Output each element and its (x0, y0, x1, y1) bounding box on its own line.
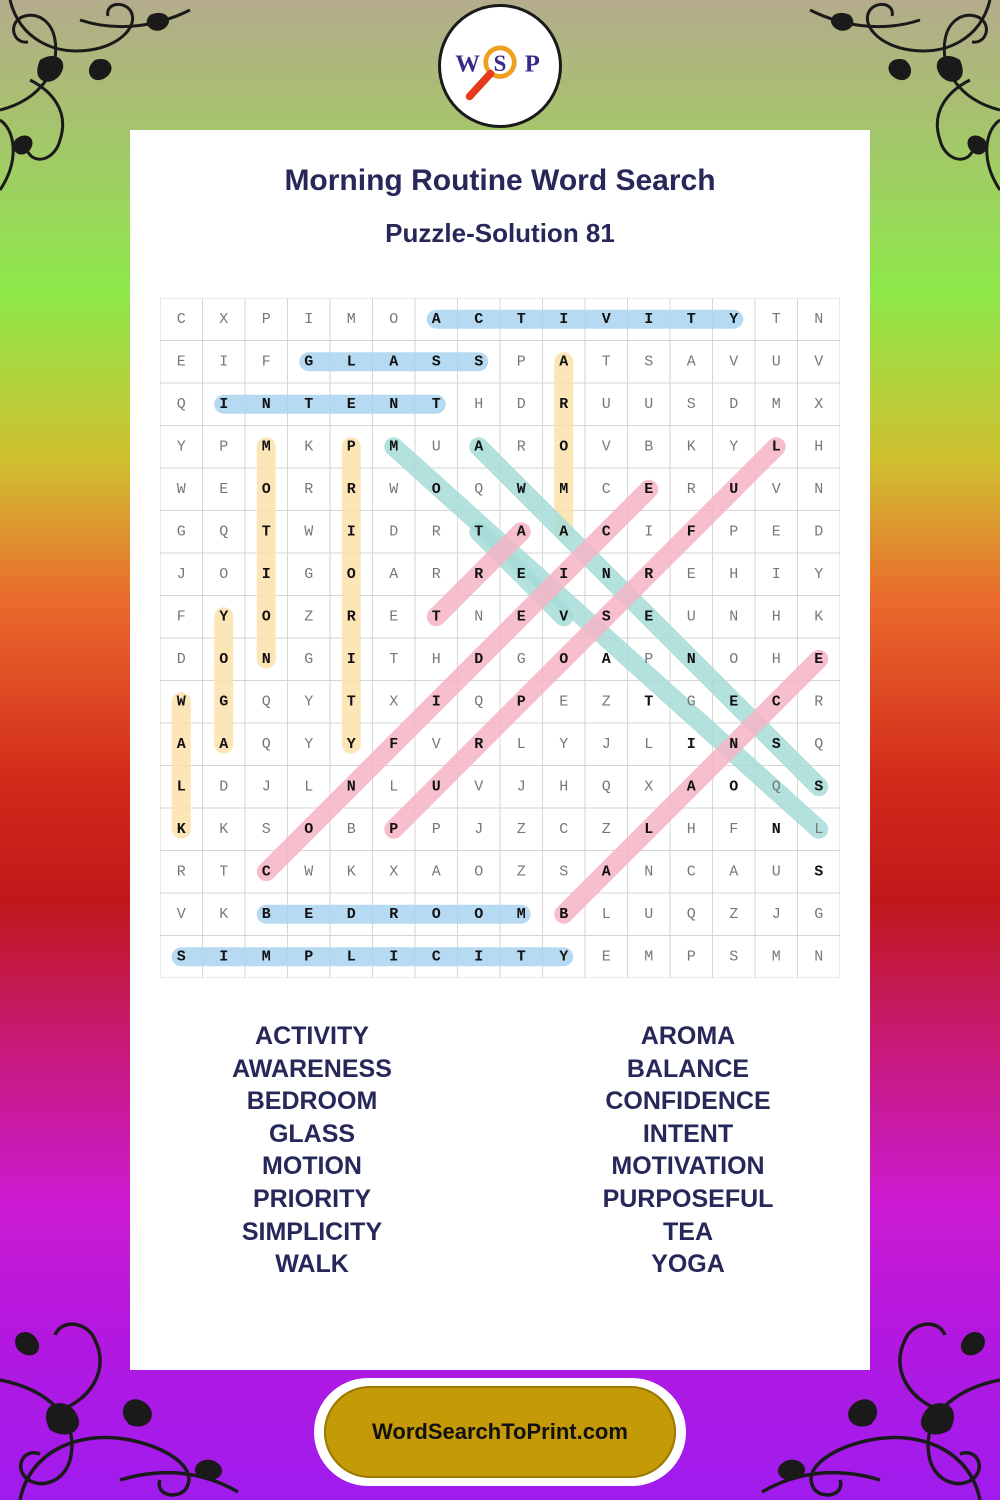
grid-cell-letter[interactable]: Q (601, 778, 611, 796)
grid-cell-letter[interactable]: S (729, 948, 739, 966)
grid-cell-letter[interactable]: Q (474, 480, 484, 498)
grid-cell-letter[interactable]: S (814, 778, 824, 796)
grid-cell-letter[interactable]: U (771, 353, 781, 371)
grid-cell-letter[interactable]: J (771, 905, 781, 923)
grid-cell-letter[interactable]: M (346, 310, 356, 328)
grid-cell-letter[interactable]: P (431, 820, 441, 838)
grid-cell-letter[interactable]: O (729, 778, 739, 796)
grid-cell-letter[interactable]: D (346, 905, 356, 923)
grid-cell-letter[interactable]: A (686, 353, 696, 371)
grid-cell-letter[interactable]: Y (729, 438, 739, 456)
grid-cell-letter[interactable]: I (474, 948, 484, 966)
grid-cell-letter[interactable]: N (261, 650, 271, 668)
grid-cell-letter[interactable]: P (346, 438, 356, 456)
grid-cell-letter[interactable]: R (304, 480, 314, 498)
word-list-item: WALK (275, 1250, 349, 1279)
grid-cell-letter[interactable]: N (389, 395, 399, 413)
grid-cell-letter[interactable]: U (431, 778, 441, 796)
grid-cell-letter[interactable]: L (346, 353, 356, 371)
puzzle-card (130, 130, 870, 1370)
grid-cell-letter[interactable]: I (304, 310, 314, 328)
grid-cell-letter[interactable]: L (601, 905, 611, 923)
grid-cell-letter[interactable]: D (729, 395, 739, 413)
grid-cell-letter[interactable]: R (644, 565, 654, 583)
grid-cell-letter[interactable]: L (346, 948, 356, 966)
grid-cell-letter[interactable]: A (601, 863, 611, 881)
grid-cell-letter[interactable]: I (644, 523, 654, 541)
grid-cell-letter[interactable]: B (644, 438, 654, 456)
grid-cell-letter[interactable]: T (644, 693, 654, 711)
grid-cell-letter[interactable]: O (474, 863, 484, 881)
grid-cell-letter[interactable]: V (559, 608, 569, 626)
grid-cell-letter[interactable]: E (814, 650, 824, 668)
grid-cell-letter[interactable]: N (474, 608, 484, 626)
word-list-right (538, 1020, 838, 1281)
grid-cell-letter[interactable]: K (686, 438, 696, 456)
grid-cell-letter[interactable]: N (601, 565, 611, 583)
grid-cell-letter[interactable]: R (516, 438, 526, 456)
wsp-logo[interactable] (438, 4, 562, 128)
grid-cell-letter[interactable]: X (219, 310, 229, 328)
grid-cell-letter[interactable]: I (559, 310, 569, 328)
grid-cell-letter[interactable]: K (219, 905, 229, 923)
grid-cell-letter[interactable]: Y (219, 608, 229, 626)
grid-cell-letter[interactable]: L (814, 820, 824, 838)
grid-cell-letter[interactable]: A (729, 863, 739, 881)
grid-cell-letter[interactable]: B (559, 905, 569, 923)
grid-cell-letter[interactable]: C (559, 820, 569, 838)
grid-cell-letter[interactable]: V (814, 353, 824, 371)
grid-cell-letter[interactable]: E (176, 353, 186, 371)
word-list-item: INTENT (642, 1119, 734, 1148)
grid-cell-letter[interactable]: X (389, 693, 399, 711)
grid-cell-letter[interactable]: R (176, 863, 186, 881)
grid-cell-letter[interactable]: Y (304, 693, 314, 711)
grid-cell-letter[interactable]: Q (261, 735, 271, 753)
grid-cell-letter[interactable]: R (474, 565, 484, 583)
grid-cell-letter[interactable]: R (474, 735, 484, 753)
grid-cell-letter[interactable]: O (474, 905, 484, 923)
grid-cell-letter[interactable]: J (601, 735, 611, 753)
grid-cell-letter[interactable]: Y (814, 565, 824, 583)
grid-cell-letter[interactable]: D (389, 523, 399, 541)
grid-cell-letter[interactable]: N (814, 310, 824, 328)
grid-cell-letter[interactable]: V (176, 905, 186, 923)
grid-cell-letter[interactable]: T (686, 310, 696, 328)
grid-cell-letter[interactable]: E (601, 948, 611, 966)
grid-cell-letter[interactable]: M (389, 438, 399, 456)
grid-cell-letter[interactable]: I (644, 310, 654, 328)
grid-cell-letter[interactable]: E (686, 565, 696, 583)
grid-cell-letter[interactable]: Q (814, 735, 824, 753)
grid-cell-letter[interactable]: S (601, 608, 611, 626)
grid-cell-letter[interactable]: I (771, 565, 781, 583)
grid-cell-letter[interactable]: T (261, 523, 271, 541)
grid-cell-letter[interactable]: P (644, 650, 654, 668)
grid-cell-letter[interactable]: V (601, 310, 611, 328)
grid-cell-letter[interactable]: F (686, 523, 696, 541)
grid-cell-letter[interactable]: O (559, 650, 569, 668)
grid-cell-letter[interactable]: A (431, 863, 441, 881)
grid-cell-letter[interactable]: N (814, 948, 824, 966)
grid-cell-letter[interactable]: S (814, 863, 824, 881)
grid-cell-letter[interactable]: P (516, 353, 526, 371)
grid-cell-letter[interactable]: G (219, 693, 229, 711)
grid-cell-letter[interactable]: S (686, 395, 696, 413)
grid-cell-letter[interactable]: H (686, 820, 696, 838)
grid-cell-letter[interactable]: U (431, 438, 441, 456)
word-list-item: CONFIDENCE (605, 1087, 771, 1116)
word-list-item: MOTIVATION (611, 1152, 765, 1181)
grid-cell-letter[interactable]: I (346, 523, 356, 541)
grid-cell-letter[interactable]: D (474, 650, 484, 668)
grid-cell-letter[interactable]: Q (686, 905, 696, 923)
grid-cell-letter[interactable]: T (431, 395, 441, 413)
grid-cell-letter[interactable]: D (219, 778, 229, 796)
grid-cell-letter[interactable]: R (346, 608, 356, 626)
grid-cell-letter[interactable]: J (474, 820, 484, 838)
grid-cell-letter[interactable]: R (559, 395, 569, 413)
grid-cell-letter[interactable]: H (729, 565, 739, 583)
grid-cell-letter[interactable]: C (601, 480, 611, 498)
grid-cell-letter[interactable]: V (601, 438, 611, 456)
grid-cell-letter[interactable]: I (219, 353, 229, 371)
grid-cell-letter[interactable]: K (346, 863, 356, 881)
word-list-item: TEA (663, 1217, 713, 1246)
grid-cell-letter[interactable]: L (176, 778, 186, 796)
grid-cell-letter[interactable]: I (219, 395, 229, 413)
grid-cell-letter[interactable]: C (771, 693, 781, 711)
grid-cell-letter[interactable]: E (219, 480, 229, 498)
grid-cell-letter[interactable]: Y (304, 735, 314, 753)
grid-cell-letter[interactable]: K (814, 608, 824, 626)
grid-cell-letter[interactable]: Y (559, 735, 569, 753)
logo-letter-p: P (524, 50, 540, 78)
grid-cell-letter[interactable]: P (261, 310, 271, 328)
grid-cell-letter[interactable]: W (176, 693, 186, 711)
grid-cell-letter[interactable]: O (219, 565, 229, 583)
grid-cell-letter[interactable]: K (219, 820, 229, 838)
grid-cell-letter[interactable]: E (346, 395, 356, 413)
grid-cell-letter[interactable]: O (261, 480, 271, 498)
grid-cell-letter[interactable]: V (771, 480, 781, 498)
grid-cell-letter[interactable]: T (601, 353, 611, 371)
grid-cell-letter[interactable]: U (729, 480, 739, 498)
grid-cell-letter[interactable]: G (304, 353, 314, 371)
grid-cell-letter[interactable]: I (431, 693, 441, 711)
grid-cell-letter[interactable]: W (389, 480, 399, 498)
grid-cell-letter[interactable]: E (644, 608, 654, 626)
grid-cell-letter[interactable]: Q (474, 693, 484, 711)
grid-cell-letter[interactable]: Z (304, 608, 314, 626)
grid-cell-letter[interactable]: E (644, 480, 654, 498)
grid-cell-letter[interactable]: W (176, 480, 186, 498)
grid-cell-letter[interactable]: M (771, 395, 781, 413)
grid-cell-letter[interactable]: L (771, 438, 781, 456)
grid-cell-letter[interactable]: E (389, 608, 399, 626)
word-search-grid[interactable] (160, 298, 840, 978)
grid-cell-letter[interactable]: F (389, 735, 399, 753)
grid-cell-letter[interactable]: L (389, 778, 399, 796)
grid-cell-letter[interactable]: P (219, 438, 229, 456)
grid-cell-letter[interactable]: G (686, 693, 696, 711)
grid-cell-letter[interactable]: L (644, 820, 654, 838)
grid-cell-letter[interactable]: U (601, 395, 611, 413)
word-list-item: AROMA (640, 1022, 736, 1050)
grid-cell-letter[interactable]: L (304, 778, 314, 796)
grid-cell-letter[interactable]: R (814, 693, 824, 711)
grid-cell-letter[interactable]: D (176, 650, 186, 668)
grid-cell-letter[interactable]: M (261, 438, 271, 456)
grid-cell-letter[interactable]: F (261, 353, 271, 371)
grid-cell-letter[interactable]: G (304, 565, 314, 583)
grid-cell-letter[interactable]: E (771, 523, 781, 541)
grid-cell-letter[interactable]: F (176, 608, 186, 626)
grid-cell-letter[interactable]: Y (559, 948, 569, 966)
grid-cell-letter[interactable]: C (686, 863, 696, 881)
grid-cell-letter[interactable]: M (516, 905, 526, 923)
grid-cell-letter[interactable]: H (771, 608, 781, 626)
grid-cell-letter[interactable]: R (346, 480, 356, 498)
grid-cell-letter[interactable]: O (219, 650, 229, 668)
grid-cell-letter[interactable]: H (559, 778, 569, 796)
word-list-item: SIMPLICITY (241, 1217, 383, 1246)
grid-cell-letter[interactable]: E (729, 693, 739, 711)
grid-cell-letter[interactable]: C (431, 948, 441, 966)
grid-cell-letter[interactable]: E (559, 693, 569, 711)
grid-cell-letter[interactable]: Q (219, 523, 229, 541)
grid-cell-letter[interactable]: S (431, 353, 441, 371)
grid-cell-letter[interactable]: V (729, 353, 739, 371)
grid-cell-letter[interactable]: F (729, 820, 739, 838)
grid-cell-letter[interactable]: O (346, 565, 356, 583)
grid-cell-letter[interactable]: A (389, 565, 399, 583)
grid-cell-letter[interactable]: N (814, 480, 824, 498)
grid-cell-letter[interactable]: T (304, 395, 314, 413)
grid-cell-letter[interactable]: G (814, 905, 824, 923)
grid-cell-letter[interactable]: X (644, 778, 654, 796)
grid-cell-letter[interactable]: D (814, 523, 824, 541)
grid-cell-letter[interactable]: T (346, 693, 356, 711)
grid-cell-letter[interactable]: Q (261, 693, 271, 711)
word-list-left (162, 1020, 462, 1281)
grid-cell-letter[interactable]: A (474, 438, 484, 456)
grid-cell-letter[interactable]: U (771, 863, 781, 881)
grid-cell-letter[interactable]: W (304, 863, 314, 881)
grid-cell-letter[interactable]: I (389, 948, 399, 966)
grid-cell-letter[interactable]: A (176, 735, 186, 753)
grid-cell-letter[interactable]: R (389, 905, 399, 923)
grid-cell-letter[interactable]: C (474, 310, 484, 328)
grid-cell-letter[interactable]: S (644, 353, 654, 371)
grid-cell-letter[interactable]: R (686, 480, 696, 498)
grid-cell-letter[interactable]: T (771, 310, 781, 328)
grid-cell-letter[interactable]: T (219, 863, 229, 881)
grid-cell-letter[interactable]: G (516, 650, 526, 668)
grid-cell-letter[interactable]: N (346, 778, 356, 796)
grid-cell-letter[interactable]: A (219, 735, 229, 753)
logo-letter-w: W (455, 50, 481, 78)
grid-cell-letter[interactable]: I (261, 565, 271, 583)
grid-cell-letter[interactable]: H (814, 438, 824, 456)
grid-cell-letter[interactable]: O (261, 608, 271, 626)
grid-cell-letter[interactable]: N (644, 863, 654, 881)
grid-cell-letter[interactable]: H (474, 395, 484, 413)
word-list-item: GLASS (268, 1119, 356, 1148)
grid-cell-letter[interactable]: S (559, 863, 569, 881)
grid-cell-letter[interactable]: G (304, 650, 314, 668)
grid-cell-letter[interactable]: X (389, 863, 399, 881)
word-list-item: PRIORITY (252, 1184, 372, 1213)
grid-cell-letter[interactable]: O (389, 310, 399, 328)
grid-cell-letter[interactable]: A (601, 650, 611, 668)
grid-cell-letter[interactable]: Y (176, 438, 186, 456)
page-subtitle: Puzzle-Solution 81 (385, 218, 615, 248)
grid-cell-letter[interactable]: Y (346, 735, 356, 753)
grid-cell-letter[interactable]: V (431, 735, 441, 753)
grid-cell-letter[interactable]: E (516, 608, 526, 626)
grid-cell-letter[interactable]: R (431, 565, 441, 583)
grid-cell-letter[interactable]: O (559, 438, 569, 456)
grid-cell-letter[interactable]: M (644, 948, 654, 966)
grid-cell-letter[interactable]: S (261, 820, 271, 838)
grid-cell-letter[interactable]: E (304, 905, 314, 923)
word-list-item: YOGA (651, 1250, 725, 1279)
grid-cell-letter[interactable]: A (431, 310, 441, 328)
grid-cell-letter[interactable]: I (559, 565, 569, 583)
grid-cell-letter[interactable]: Z (729, 905, 739, 923)
grid-cell-letter[interactable]: J (176, 565, 186, 583)
word-list-item: BALANCE (626, 1054, 750, 1083)
word-list-item: MOTION (262, 1152, 362, 1181)
grid-cell-letter[interactable]: M (261, 948, 271, 966)
grid-cell-letter[interactable]: J (516, 778, 526, 796)
grid-cell-letter[interactable]: U (644, 395, 654, 413)
grid-cell-letter[interactable]: H (771, 650, 781, 668)
grid-cell-letter[interactable]: C (601, 523, 611, 541)
grid-cell-letter[interactable]: X (814, 395, 824, 413)
grid-cell-letter[interactable]: S (474, 353, 484, 371)
grid-cell-letter[interactable]: U (686, 608, 696, 626)
grid-cell-letter[interactable]: Q (771, 778, 781, 796)
grid-cell-letter[interactable]: U (644, 905, 654, 923)
grid-cell-letter[interactable]: W (304, 523, 314, 541)
grid-cell-letter[interactable]: S (771, 735, 781, 753)
grid-cell-letter[interactable]: T (516, 310, 526, 328)
grid-cell-letter[interactable]: O (431, 905, 441, 923)
word-list-item: ACTIVITY (255, 1022, 369, 1050)
grid-cell-letter[interactable]: N (729, 735, 739, 753)
grid-cell-letter[interactable]: I (686, 735, 696, 753)
grid-cell-letter[interactable]: L (516, 735, 526, 753)
grid-cell-letter[interactable]: O (729, 650, 739, 668)
grid-cell-letter[interactable]: N (771, 820, 781, 838)
grid-cell-letter[interactable]: B (261, 905, 271, 923)
grid-cell-letter[interactable]: T (474, 523, 484, 541)
grid-cell-letter[interactable]: W (516, 480, 526, 498)
grid-cell-letter[interactable]: Z (516, 863, 526, 881)
word-list-item: BEDROOM (246, 1087, 378, 1116)
grid-cell-letter[interactable]: D (516, 395, 526, 413)
grid-cell-letter[interactable]: T (431, 608, 441, 626)
grid-cell-letter[interactable]: N (261, 395, 271, 413)
grid-cell-letter[interactable]: A (686, 778, 696, 796)
grid-cell-letter[interactable]: E (516, 565, 526, 583)
grid-cell-letter[interactable]: Z (601, 693, 611, 711)
grid-cell-letter[interactable]: L (644, 735, 654, 753)
grid-cell-letter[interactable]: N (729, 608, 739, 626)
grid-cell-letter[interactable]: J (261, 778, 271, 796)
page-title: Morning Routine Word Search (284, 164, 716, 197)
logo-letter-s: S (493, 50, 507, 76)
grid-cell-letter[interactable]: I (219, 948, 229, 966)
word-list-item: AWARENESS (232, 1054, 392, 1083)
site-link-button[interactable]: WordSearchToPrint.com (324, 1386, 676, 1478)
grid-cell-letter[interactable]: Q (176, 395, 186, 413)
grid-cell-letter[interactable]: I (346, 650, 356, 668)
grid-cell-letter[interactable]: P (304, 948, 314, 966)
grid-cell-letter[interactable]: K (176, 820, 186, 838)
word-list-item: PURPOSEFUL (602, 1184, 774, 1213)
grid-cell-letter[interactable]: M (771, 948, 781, 966)
grid-cell-letter[interactable]: G (176, 523, 186, 541)
grid-cell-letter[interactable]: A (559, 353, 569, 371)
grid-cell-letter[interactable]: B (346, 820, 356, 838)
grid-cell-letter[interactable]: V (474, 778, 484, 796)
grid-cell-letter[interactable]: T (516, 948, 526, 966)
grid-cell-letter[interactable]: R (431, 523, 441, 541)
grid-cell-letter[interactable]: S (176, 948, 186, 966)
grid-cell-letter[interactable]: P (389, 820, 399, 838)
grid-cell-letter[interactable]: M (559, 480, 569, 498)
grid-cell-letter[interactable]: A (516, 523, 526, 541)
grid-cell-letter[interactable]: Z (601, 820, 611, 838)
grid-cell-letter[interactable]: P (729, 523, 739, 541)
grid-cell-letter[interactable]: Y (729, 310, 739, 328)
grid-cell-letter[interactable]: A (389, 353, 399, 371)
grid-cell-letter[interactable]: C (176, 310, 186, 328)
grid-cell-letter[interactable]: A (559, 523, 569, 541)
grid-cell-letter[interactable]: O (431, 480, 441, 498)
grid-cell-letter[interactable]: C (261, 863, 271, 881)
grid-cell-letter[interactable]: T (389, 650, 399, 668)
grid-cell-letter[interactable]: N (686, 650, 696, 668)
grid-cell-letter[interactable]: P (516, 693, 526, 711)
grid-cell-letter[interactable]: K (304, 438, 314, 456)
grid-cell-letter[interactable]: H (431, 650, 441, 668)
grid-cell-letter[interactable]: Z (516, 820, 526, 838)
grid-cell-letter[interactable]: O (304, 820, 314, 838)
grid-cell-letter[interactable]: P (686, 948, 696, 966)
